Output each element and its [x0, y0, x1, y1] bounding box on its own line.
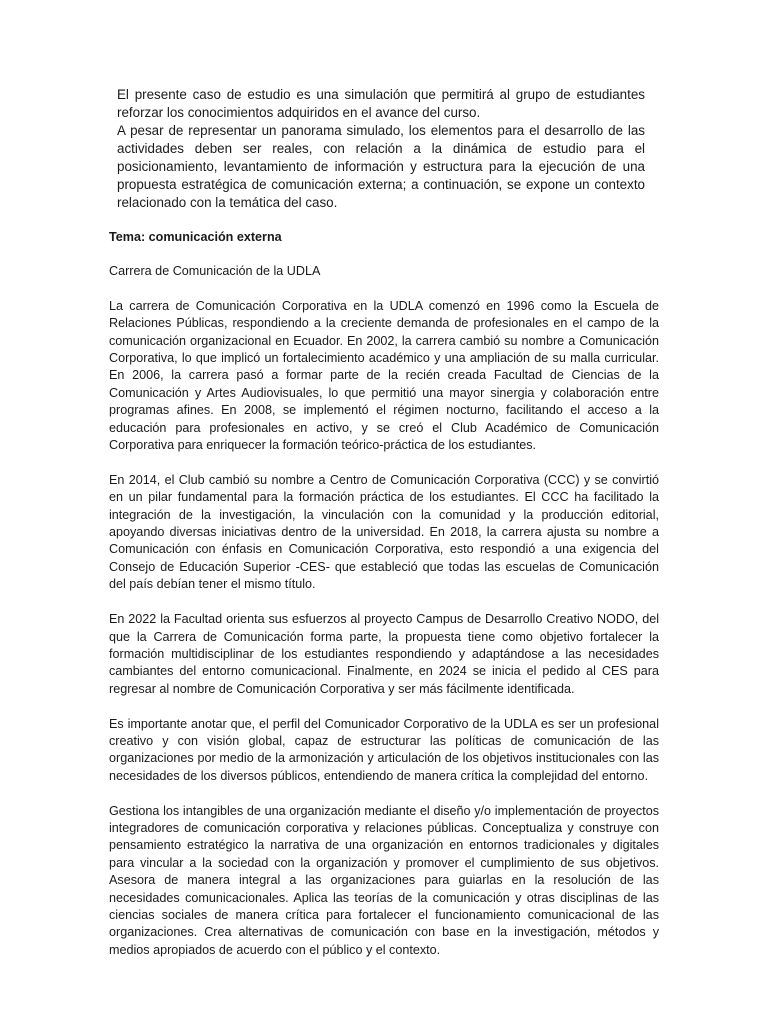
topic-heading: Tema: comunicación externa [109, 230, 282, 244]
main-content [109, 229, 659, 959]
body-paragraph-competencies [109, 803, 659, 960]
intro-paragraph-2: A pesar de representar un panorama simulado, los elementos para el desarrollo de las actividades deben ser reales, con relación a la dinámica de estudio para el posicionamiento, levantamiento de información y estructura para la ejecución de una propuesta estratégica de comunicación externa; a continuación, se expone un contexto relacionado con la temática del caso. [117, 123, 645, 210]
body-paragraph-profile: Es importante anotar que, el perfil del Comunicador Corporativo de la UDLA es ser un profesional creativo y con visión global, capaz de estructurar las políticas de comunicación de las organizaciones por medio de la armonización y articulación de los objetivos institucionales con las necesidades de los diversos públicos, entendiendo de manera crítica la complejidad del entorno. [109, 716, 659, 783]
body-paragraph-ccc: En 2014, el Club cambió su nombre a Centro de Comunicación Corporativa (CCC) y se convirtió en un pilar fundamental para la formación práctica de los estudiantes. El CCC ha facilitado la integración de la investigación, la vinculación con la comunidad y la producción editorial, apoyando diversas iniciativas dentro de la universidad. En 2018, la carrera ajusta su nombre a Comunicación con énfasis en Comunicación Corporativa, esto respondió a una exigencia del Consejo de Educación Superior -CES- que estableció que todas las escuelas de Comunicación del país debían tener el mismo título. [109, 472, 659, 592]
body-paragraph-competencies-text: Gestiona los intangibles de una organización mediante el diseño y/o implementación de proyectos integradores de comunicación corporativa y relaciones públicas. Conceptualiza y construye con pensamiento estratégico la narrativa de una organización en entornos tradicionales y digitales para vincular a la sociedad con la organización y promover el cumplimiento de sus objetivos. Asesora de manera integral a las organizaciones para guiarlas en la resolución de las necesidades comunicacionales. Aplica las teorías de la comunicación y otras disciplinas de las ciencias sociales de manera crítica para fortalecer el funcionamiento comunicacional de las organizaciones. Crea alternativas de comunicación con base en la investigación, métodos y medios apropiados de acuerdo con el público y el contexto. [109, 803, 659, 957]
intro-paragraph-1: El presente caso de estudio es una simulación que permitirá al grupo de estudiantes reforzar los conocimientos adquiridos en el avance del curso. [117, 87, 645, 120]
body-paragraph-nodo: En 2022 la Facultad orienta sus esfuerzos al proyecto Campus de Desarrollo Creativo NODO, del que la Carrera de Comunicación forma parte, la propuesta tiene como objetivo fortalecer la formación multidisciplinar de los estudiantes respondiendo y adaptándose a las necesidades cambiantes del entorno comunicacional. Finalmente, en 2024 se inicia el pedido al CES para regresar al nombre de Comunicación Corporativa y ser más fácilmente identificada. [109, 612, 659, 696]
section-title: Carrera de Comunicación de la UDLA [109, 264, 321, 279]
body-paragraph-history: La carrera de Comunicación Corporativa en la UDLA comenzó en 1996 como la Escuela de Relaciones Públicas, respondiendo a la creciente demanda de profesionales en el campo de la comunicación organizacional en Ecuador. En 2002, la carrera cambió su nombre a Comunicación Corporativa, lo que implicó un fortalecimiento académico y una ampliación de su malla curricular. En 2006, la carrera pasó a formar parte de la recién creada Facultad de Ciencias de la Comunicación y Artes Audiovisuales, lo que permitió una mayor sinergia y colaboración entre programas afines. En 2008, se implementó el régimen nocturno, facilitando el acceso a la educación para profesionales en activo, y se creó el Club Académico de Comunicación Corporativa para enriquecer la formación teórico-práctica de los estudiantes. [109, 298, 659, 453]
intro-block [117, 86, 645, 212]
